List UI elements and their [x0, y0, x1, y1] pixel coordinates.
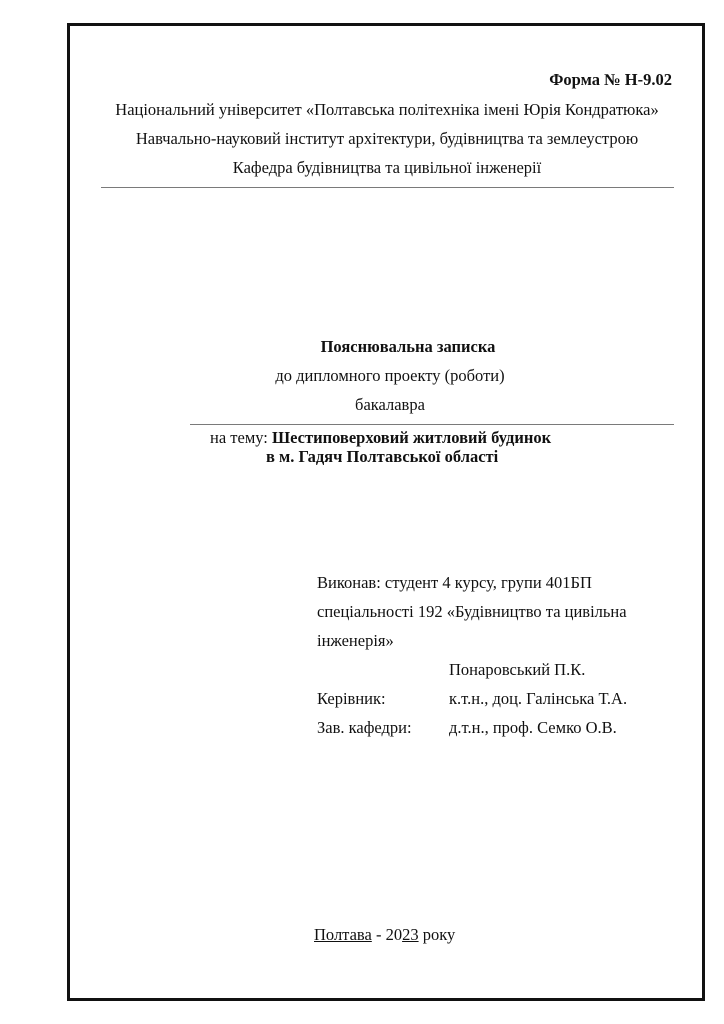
head-of-department-value: д.т.н., проф. Семко О.В.	[449, 718, 617, 737]
topic-title: Шестиповерховий житловий будинок	[272, 428, 552, 447]
topic-divider	[190, 424, 674, 425]
footer-year-word: року	[418, 925, 456, 944]
topic-line-1	[210, 428, 551, 448]
department-name: Кафедра будівництва та цивільної інженерії	[232, 158, 542, 177]
footer-separator: -	[371, 925, 386, 944]
student-name: Понаровський П.К.	[449, 660, 586, 679]
supervisor-label: Керівник:	[317, 689, 386, 708]
footer-city-year	[314, 925, 455, 945]
topic-prefix: на тему:	[210, 428, 268, 447]
document-title: Пояснювальна записка	[320, 337, 496, 356]
footer-year-prefix: 20	[385, 925, 403, 944]
degree-label: бакалавра	[355, 395, 425, 414]
head-of-department-label: Зав. кафедри:	[317, 718, 412, 737]
performed-by-line3: інженерія»	[317, 631, 394, 650]
supervisor-value: к.т.н., доц. Галінська Т.А.	[449, 689, 628, 708]
topic-line-2: в м. Гадяч Полтавської області	[266, 447, 499, 466]
performed-by-line1: Виконав: студент 4 курсу, групи 401БП	[317, 573, 592, 592]
institute-name: Навчально-науковий інститут архітектури, будівництва та землеустрою	[135, 129, 639, 148]
header-divider	[101, 187, 674, 188]
university-name: Національний університет «Полтавська політехніка імені Юрія Кондратюка»	[115, 100, 659, 119]
form-number: Форма № Н-9.02	[549, 70, 672, 89]
footer-city: Полтава	[314, 925, 372, 944]
performed-by-line2: спеціальності 192 «Будівництво та цивільна	[317, 602, 627, 621]
document-subtitle: до дипломного проекту (роботи)	[275, 366, 505, 385]
footer-year-suffix: 23	[402, 925, 419, 944]
